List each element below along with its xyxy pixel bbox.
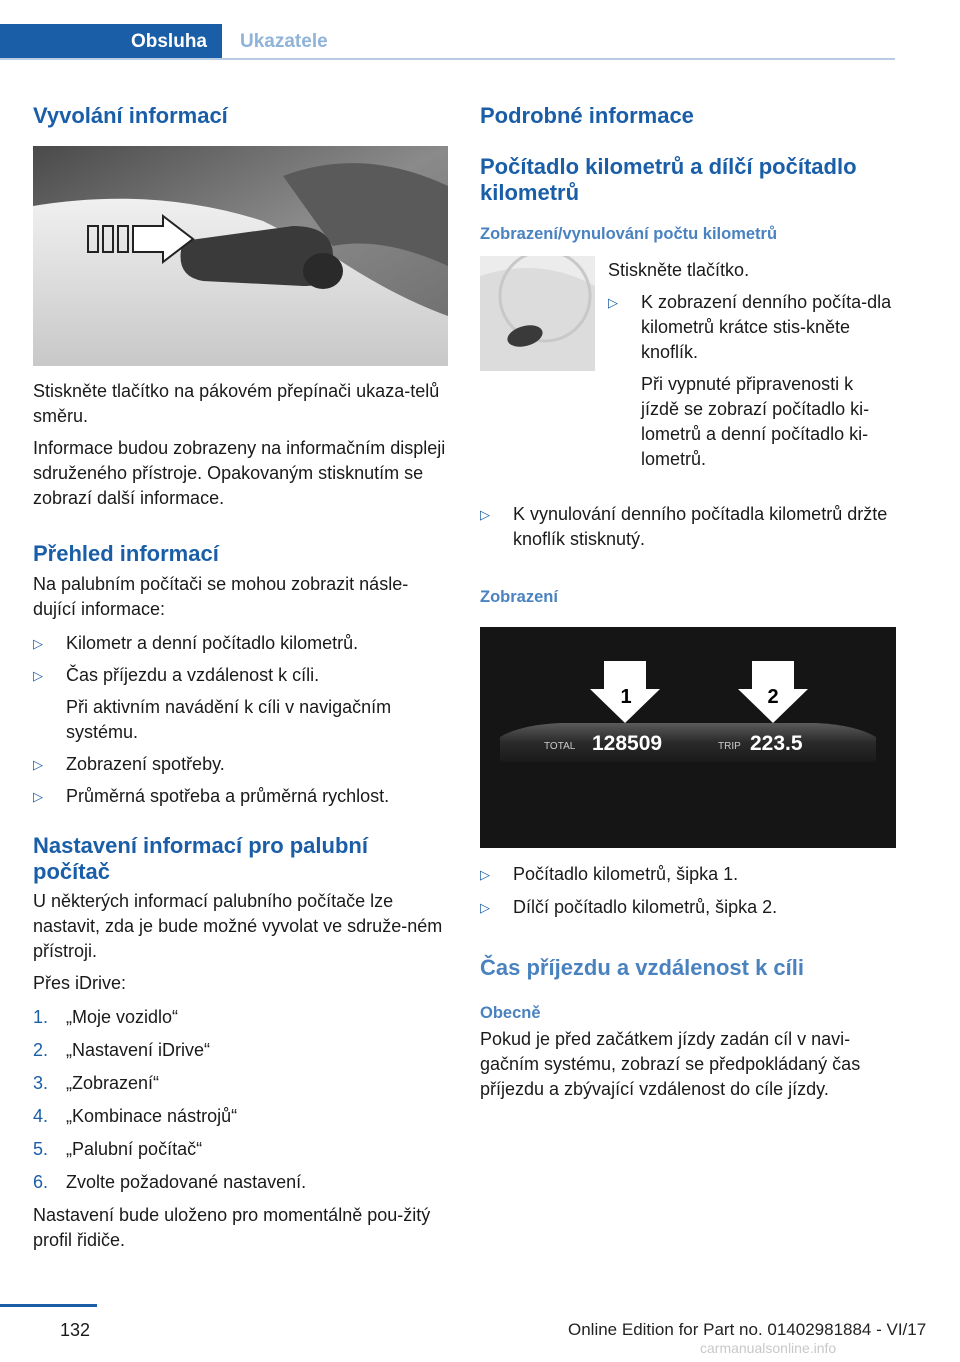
arrow-2-label: 2 xyxy=(767,686,779,708)
heading-pocitadlo: Počítadlo kilometrů a dílčí počítadlo kilometrů xyxy=(480,154,857,205)
triangle-bullet-icon: ▷ xyxy=(480,900,490,915)
step-number: 6. xyxy=(33,1172,49,1192)
list-item xyxy=(33,663,448,745)
trip-value: 223.5 xyxy=(750,732,803,755)
heading-prehled: Přehled informací xyxy=(33,541,219,566)
step-number: 2. xyxy=(33,1040,49,1060)
para-overview-intro: Na palubním počítači se mohou zobrazit násle-dující informace: xyxy=(33,574,409,619)
total-label: TOTAL xyxy=(544,741,576,752)
arrow-1-label: 1 xyxy=(620,686,632,708)
step-text: „Moje vozidlo“ xyxy=(66,1007,179,1027)
list-item-text: Dílčí počítadlo kilometrů, šipka 2. xyxy=(513,897,778,917)
tab-bar xyxy=(0,24,895,60)
step-text: „Zobrazení“ xyxy=(66,1073,160,1093)
step-item xyxy=(33,1071,448,1096)
reset-section xyxy=(480,256,896,506)
heading-nastaveni: Nastavení informací pro palubní počítač xyxy=(33,833,368,884)
heading-obecne: Obecně xyxy=(480,1004,541,1022)
step-number: 3. xyxy=(33,1073,49,1093)
para-settings-intro: U některých informací palubního počítače lze nastavit, zda je bude možné vyvolat ve sdruže-ném přístroji. xyxy=(33,891,443,961)
heading-zobrazeni-vynulovani: Zobrazení/vynulování počtu kilometrů xyxy=(480,225,778,243)
list-item xyxy=(608,290,896,472)
step-item xyxy=(33,1104,448,1129)
odometer-illustration xyxy=(480,627,896,848)
para-general: Pokud je před začátkem jízdy zadán cíl v navi-gačním systému, zobrazí se předpokládaný čas příjezdu a zbývající vzdálenost do cíle jízdy. xyxy=(480,1029,861,1099)
triangle-bullet-icon: ▷ xyxy=(608,295,618,310)
triangle-bullet-icon: ▷ xyxy=(33,636,43,651)
step-item xyxy=(33,1170,448,1195)
edition-note: Online Edition for Part no. 01402981884 - VI/17 xyxy=(568,1320,927,1339)
list-item-text: Zobrazení spotřeby. xyxy=(66,754,225,774)
heading-cas-prijezdu: Čas příjezdu a vzdálenost k cíli xyxy=(480,955,804,980)
triangle-bullet-icon: ▷ xyxy=(33,757,43,772)
right-column xyxy=(480,100,896,1102)
trip-label: TRIP xyxy=(718,741,741,752)
list-item xyxy=(480,502,896,552)
step-text: Zvolte požadované nastavení. xyxy=(66,1172,307,1192)
para-press-button: Stiskněte tlačítko. xyxy=(608,260,750,280)
step-item xyxy=(33,1005,448,1030)
step-item xyxy=(33,1137,448,1162)
list-item-text: Počítadlo kilometrů, šipka 1. xyxy=(513,864,739,884)
triangle-bullet-icon: ▷ xyxy=(480,507,490,522)
reset-instructions xyxy=(608,256,896,472)
step-number: 5. xyxy=(33,1139,49,1159)
list-item xyxy=(33,631,448,656)
odometer-display-photo xyxy=(480,627,896,848)
lever-button-photo xyxy=(33,146,448,366)
step-text: „Nastavení iDrive“ xyxy=(66,1040,211,1060)
list-item-subtext: Při vypnuté připravenosti k jízdě se zobrazí počítadlo ki-lometrů a denní počítadlo ki-lometrů. xyxy=(641,374,870,469)
list-item-text: Průměrná spotřeba a průměrná rychlost. xyxy=(66,786,390,806)
list-item xyxy=(33,784,448,809)
list-item xyxy=(480,895,896,920)
steps-list xyxy=(33,1005,448,1195)
para-press-lever: Stiskněte tlačítko na pákovém přepínači ukaza-telů směru. xyxy=(33,381,440,426)
step-text: „Kombinace nástrojů“ xyxy=(66,1106,238,1126)
tab-obsluha[interactable]: Obsluha xyxy=(0,24,222,60)
heading-vyvolani: Vyvolání informací xyxy=(33,103,228,128)
triangle-bullet-icon: ▷ xyxy=(480,867,490,882)
knob-illustration xyxy=(480,256,595,371)
left-column xyxy=(33,100,448,1253)
footer-rule xyxy=(0,1304,97,1307)
cluster-knob-photo xyxy=(480,256,595,371)
step-item xyxy=(33,1038,448,1063)
page-number: 132 xyxy=(60,1320,91,1340)
tab-ukazatele[interactable]: Ukazatele xyxy=(240,31,328,52)
tab-underline xyxy=(0,58,895,60)
list-item-text: Kilometr a denní počítadlo kilometrů. xyxy=(66,633,359,653)
para-via-idrive: Přes iDrive: xyxy=(33,973,127,993)
list-item-text: K vynulování denního počítadla kilometrů držte knoflík stisknutý. xyxy=(513,504,888,549)
list-item-text: Čas příjezdu a vzdálenost k cíli. xyxy=(66,665,320,685)
para-info-display: Informace budou zobrazeny na informačním displeji sdruženého přístroje. Opakovaným stisknutím se zobrazí další informace. xyxy=(33,438,446,508)
list-item xyxy=(480,862,896,887)
heading-zobrazeni: Zobrazení xyxy=(480,588,558,606)
triangle-bullet-icon: ▷ xyxy=(33,789,43,804)
step-text: „Palubní počítač“ xyxy=(66,1139,203,1159)
heading-podrobne: Podrobné informace xyxy=(480,103,694,128)
list-item-text: K zobrazení denního počíta-dla kilometrů krátce stis-kněte knoflík. xyxy=(641,292,892,362)
watermark: carmanualsonline.info xyxy=(700,1340,837,1356)
list-item-subtext: Při aktivním navádění k cíli v navigačním systému. xyxy=(66,697,392,742)
total-value: 128509 xyxy=(592,732,663,755)
list-item xyxy=(33,752,448,777)
para-profile-saved: Nastavení bude uloženo pro momentálně pou-žitý profil řidiče. xyxy=(33,1205,431,1250)
lever-illustration xyxy=(33,146,448,366)
step-number: 4. xyxy=(33,1106,49,1126)
step-number: 1. xyxy=(33,1007,49,1027)
triangle-bullet-icon: ▷ xyxy=(33,668,43,683)
